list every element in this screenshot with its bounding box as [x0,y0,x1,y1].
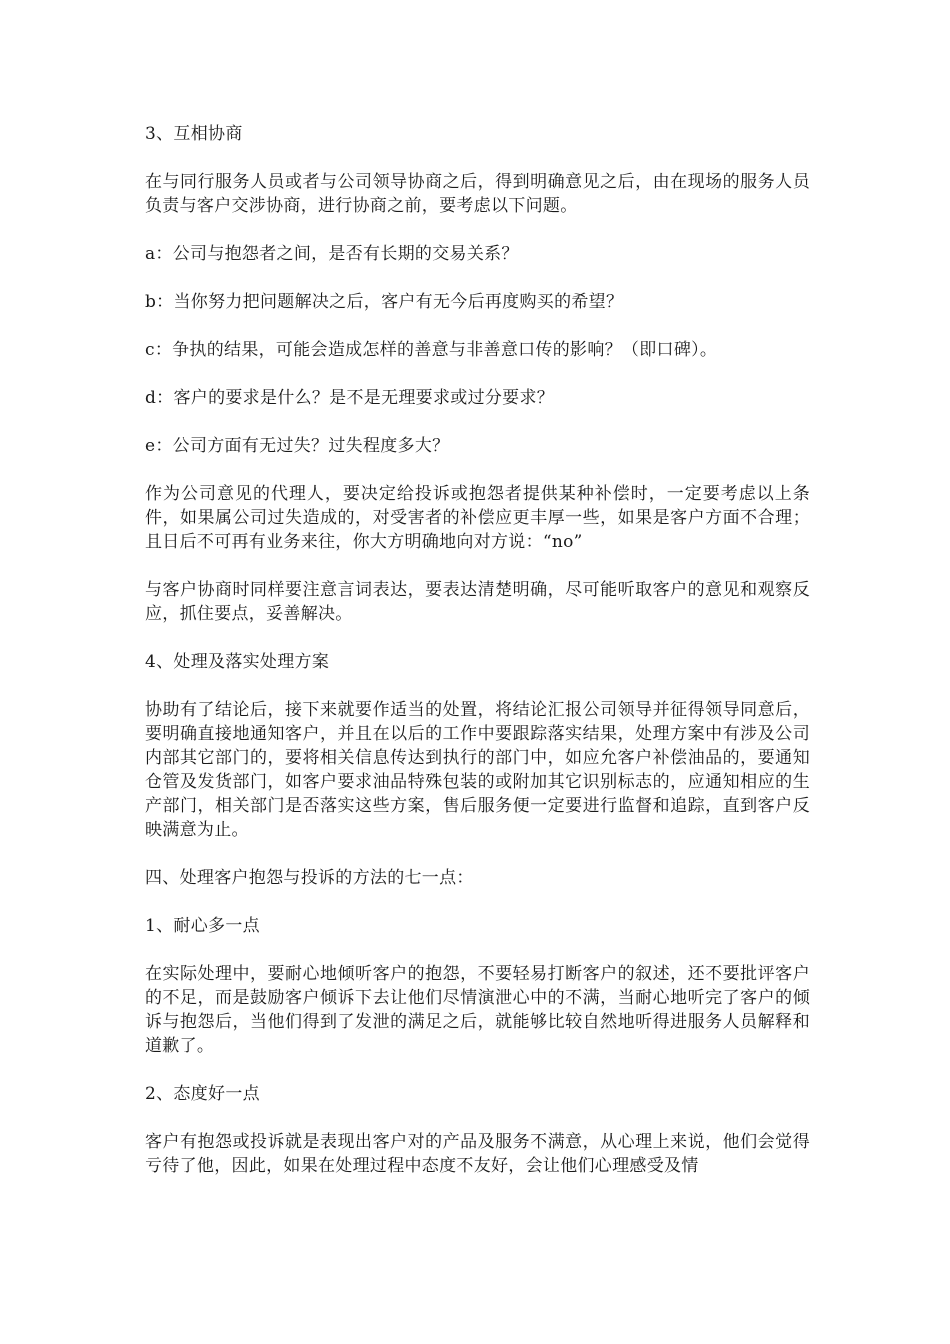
paragraph-patience: 在实际处理中，要耐心地倾听客户的抱怨，不要轻易打断客户的叙述，还不要批评客户的不足，而是鼓励客户倾诉下去让他们尽情演泄心中的不满，当耐心地听完了客户的倾诉与抱怨后，当他们得到了发泄的满足之后，就能够比较自然地听得进服务人员解释和道歉了。 [145,964,810,1056]
paragraph-negotiation-intro: 在与同行服务人员或者与公司领导协商之后，得到明确意见之后，由在现场的服务人员负责与客户交涉协商，进行协商之前，要考虑以下问题。 [145,172,810,216]
paragraph-implementation: 协助有了结论后，接下来就要作适当的处置，将结论汇报公司领导并征得领导同意后，要明确直接地通知客户，并且在以后的工作中要跟踪落实结果，处理方案中有涉及公司内部其它部门的，要将相关信息传达到执行的部门中，如应允客户补偿油品的，要通知仓管及发货部门，如客户要求油品特殊包装的或附加其它识别标志的，应通知相应的生产部门，相关部门是否落实这些方案，售后服务便一定要进行监督和追踪，直到客户反映满意为止。 [145,700,810,840]
paragraph-attitude: 客户有抱怨或投诉就是表现出客户对的产品及服务不满意，从心理上来说，他们会觉得亏待了他，因此，如果在处理过程中态度不友好，会让他们心理感受及情 [145,1132,810,1176]
paragraph-expression: 与客户协商时同样要注意言词表达，要表达清楚明确，尽可能听取客户的意见和观察反应，抓住要点，妥善解决。 [145,580,810,624]
section-heading-patience: 1、耐心多一点 [145,916,260,936]
section-heading-implementation: 4、处理及落实处理方案 [145,652,330,672]
question-c: c：争执的结果，可能会造成怎样的善意与非善意口传的影响？（即口碑）。 [145,340,718,360]
section-heading-attitude: 2、态度好一点 [145,1084,260,1104]
document-body [145,122,810,1202]
question-b: b：当你努力把问题解决之后，客户有无今后再度购买的希望？ [145,292,624,312]
question-a: a：公司与抱怨者之间，是否有长期的交易关系？ [145,244,519,264]
chapter-heading-methods: 四、处理客户抱怨与投诉的方法的七一点： [145,868,474,888]
question-d: d：客户的要求是什么？是不是无理要求或过分要求？ [145,388,555,408]
paragraph-compensation: 作为公司意见的代理人，要决定给投诉或抱怨者提供某种补偿时，一定要考虑以上条件，如果属公司过失造成的，对受害者的补偿应更丰厚一些，如果是客户方面不合理；且日后不可再有业务来往，你大方明确地向对方说：“no” [145,484,810,552]
question-e: e：公司方面有无过失？过失程度多大？ [145,436,450,456]
section-heading-mutual-negotiation: 3、互相协商 [145,124,243,144]
